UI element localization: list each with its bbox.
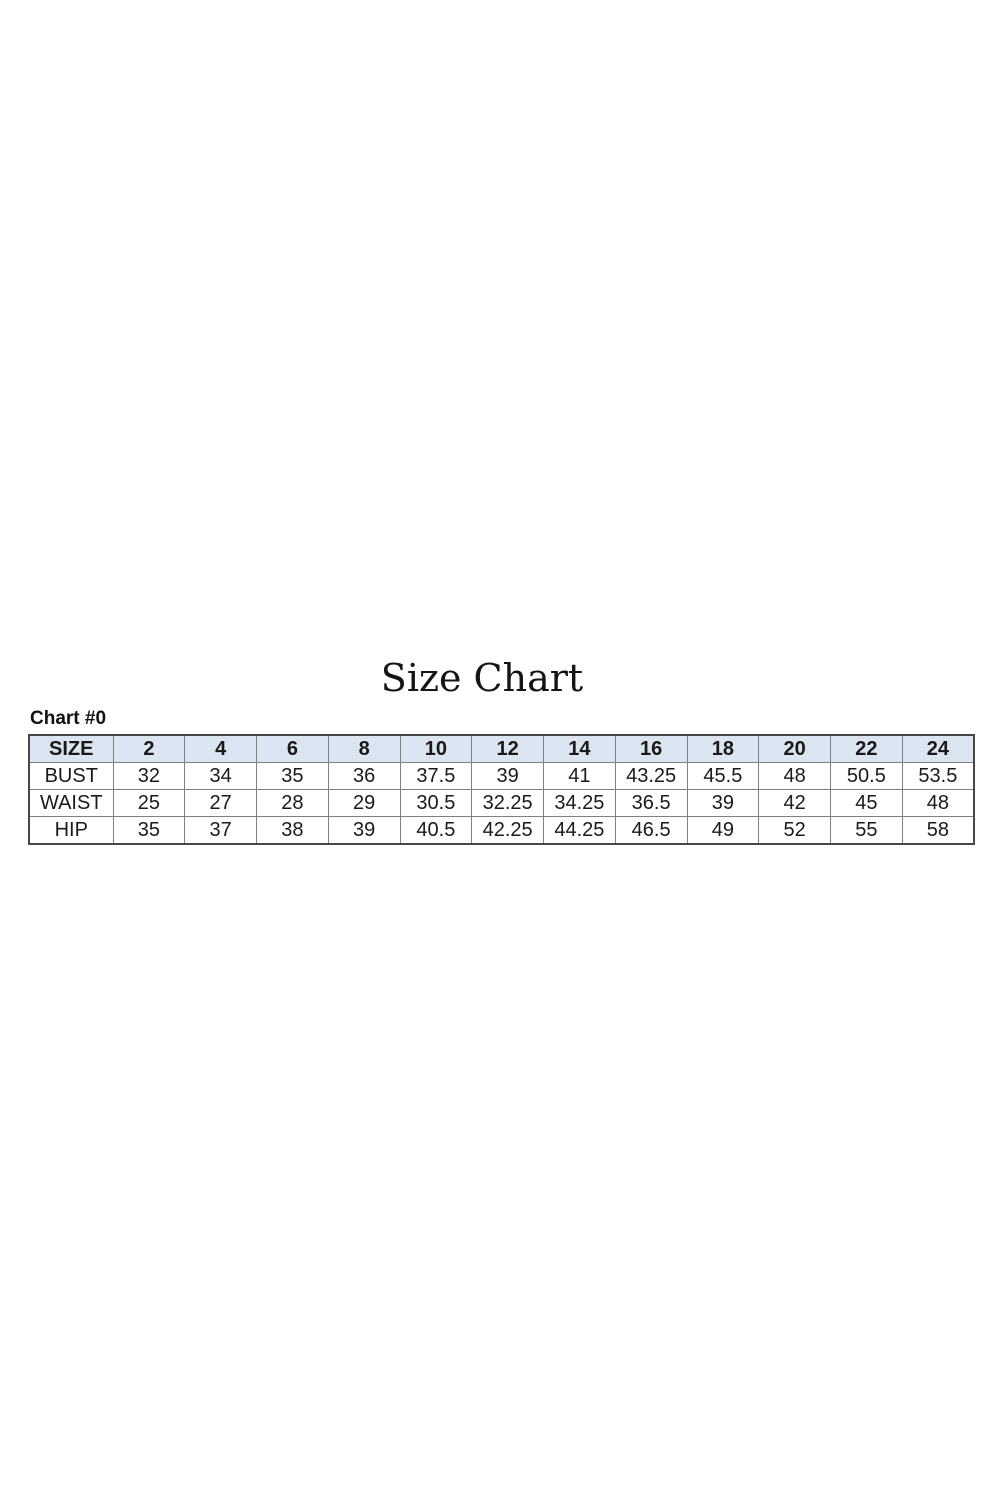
- size-column-header: 2: [113, 735, 185, 763]
- size-value-cell: 36.5: [615, 790, 687, 817]
- size-column-header: 18: [687, 735, 759, 763]
- size-column-header: 4: [185, 735, 257, 763]
- size-column-header: 6: [257, 735, 329, 763]
- size-column-header: 10: [400, 735, 472, 763]
- size-column-header: 20: [759, 735, 831, 763]
- size-value-cell: 42.25: [472, 817, 544, 845]
- size-value-cell: 55: [831, 817, 903, 845]
- size-value-cell: 27: [185, 790, 257, 817]
- size-value-cell: 34.25: [544, 790, 616, 817]
- size-value-cell: 41: [544, 763, 616, 790]
- size-value-cell: 53.5: [902, 763, 974, 790]
- size-value-cell: 28: [257, 790, 329, 817]
- size-column-header: 16: [615, 735, 687, 763]
- size-value-cell: 52: [759, 817, 831, 845]
- size-value-cell: 38: [257, 817, 329, 845]
- page-title: Size Chart: [380, 656, 584, 700]
- size-value-cell: 39: [472, 763, 544, 790]
- size-value-cell: 37.5: [400, 763, 472, 790]
- table-row: [29, 790, 974, 817]
- table-row: [29, 817, 974, 845]
- size-value-cell: 45.5: [687, 763, 759, 790]
- size-column-header: 12: [472, 735, 544, 763]
- size-value-cell: 36: [328, 763, 400, 790]
- measurement-label: BUST: [29, 763, 113, 790]
- size-value-cell: 48: [759, 763, 831, 790]
- size-value-cell: 49: [687, 817, 759, 845]
- size-value-cell: 32.25: [472, 790, 544, 817]
- size-column-header: 14: [544, 735, 616, 763]
- size-header-cell: SIZE: [29, 735, 113, 763]
- size-value-cell: 37: [185, 817, 257, 845]
- size-value-cell: 32: [113, 763, 185, 790]
- size-value-cell: 44.25: [544, 817, 616, 845]
- size-column-header: 8: [328, 735, 400, 763]
- size-value-cell: 48: [902, 790, 974, 817]
- chart-number-label: Chart #0: [30, 708, 107, 729]
- size-chart-table: [28, 734, 975, 845]
- size-table-header-row: [29, 735, 974, 763]
- size-value-cell: 39: [328, 817, 400, 845]
- size-value-cell: 35: [113, 817, 185, 845]
- size-value-cell: 35: [257, 763, 329, 790]
- measurement-label: WAIST: [29, 790, 113, 817]
- size-value-cell: 50.5: [831, 763, 903, 790]
- size-value-cell: 34: [185, 763, 257, 790]
- measurement-label: HIP: [29, 817, 113, 845]
- size-value-cell: 46.5: [615, 817, 687, 845]
- size-column-header: 22: [831, 735, 903, 763]
- size-column-header: 24: [902, 735, 974, 763]
- size-value-cell: 43.25: [615, 763, 687, 790]
- size-value-cell: 39: [687, 790, 759, 817]
- size-value-cell: 40.5: [400, 817, 472, 845]
- size-value-cell: 29: [328, 790, 400, 817]
- size-value-cell: 42: [759, 790, 831, 817]
- size-value-cell: 30.5: [400, 790, 472, 817]
- size-value-cell: 58: [902, 817, 974, 845]
- size-value-cell: 45: [831, 790, 903, 817]
- table-row: [29, 763, 974, 790]
- size-value-cell: 25: [113, 790, 185, 817]
